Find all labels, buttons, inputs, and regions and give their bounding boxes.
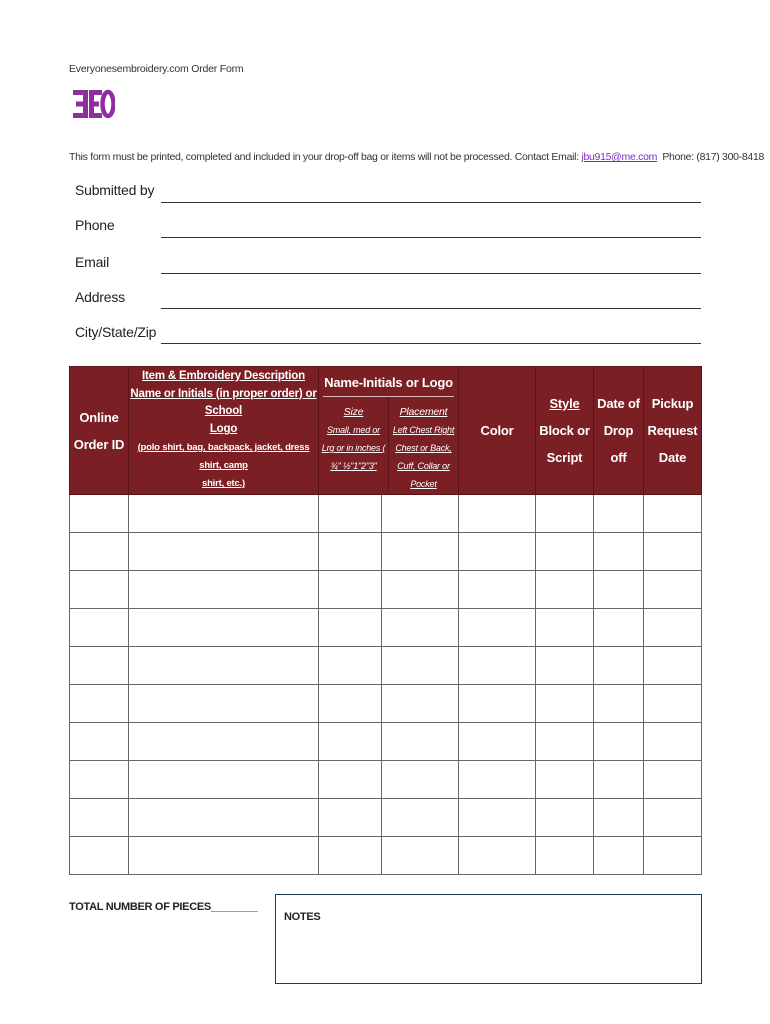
cell-placement[interactable] [382, 609, 459, 647]
cell-pickup[interactable] [644, 533, 702, 571]
notes-label: NOTES [284, 911, 321, 923]
cell-size[interactable] [319, 761, 382, 799]
cell-description[interactable] [129, 685, 319, 723]
instructions-notice [69, 151, 764, 163]
city-state-zip-field[interactable] [161, 343, 701, 344]
cell-pickup[interactable] [644, 799, 702, 837]
table-row [70, 723, 702, 761]
email-field[interactable] [161, 273, 701, 274]
table-row [70, 685, 702, 723]
table-row [70, 799, 702, 837]
cell-size[interactable] [319, 571, 382, 609]
size-line-3: ¾" ½"1"2"3" [330, 461, 377, 471]
cell-drop-off[interactable] [594, 647, 644, 685]
cell-color[interactable] [459, 723, 536, 761]
cell-placement[interactable] [382, 533, 459, 571]
cell-size[interactable] [319, 609, 382, 647]
table-row [70, 495, 702, 533]
cell-placement[interactable] [382, 495, 459, 533]
cell-style[interactable] [536, 571, 594, 609]
cell-order-id[interactable] [70, 647, 129, 685]
cell-placement[interactable] [382, 571, 459, 609]
cell-description[interactable] [129, 571, 319, 609]
city-state-zip-label: City/State/Zip [75, 324, 157, 340]
cell-drop-off[interactable] [594, 533, 644, 571]
cell-order-id[interactable] [70, 837, 129, 875]
order-rows [70, 495, 702, 875]
cell-placement[interactable] [382, 799, 459, 837]
eeo-logo [73, 87, 115, 121]
cell-size[interactable] [319, 533, 382, 571]
style-label-1: Style [549, 396, 580, 411]
desc-line-2: Name or Initials (in proper order) or School [130, 387, 317, 418]
notes-box[interactable] [275, 894, 702, 984]
cell-drop-off[interactable] [594, 571, 644, 609]
cell-drop-off[interactable] [594, 799, 644, 837]
cell-size[interactable] [319, 723, 382, 761]
phone-label: Phone [75, 217, 115, 233]
style-label-2: Block or [539, 423, 590, 438]
cell-size[interactable] [319, 837, 382, 875]
form-title: Everyonesembroidery.com Order Form [69, 63, 244, 75]
cell-size[interactable] [319, 647, 382, 685]
cell-style[interactable] [536, 533, 594, 571]
col-size [319, 397, 389, 493]
cell-color[interactable] [459, 837, 536, 875]
size-line-1: Small, med or [327, 425, 380, 435]
cell-color[interactable] [459, 647, 536, 685]
size-label: Size [343, 406, 364, 418]
phone-field[interactable] [161, 237, 701, 238]
cell-style[interactable] [536, 495, 594, 533]
cell-style[interactable] [536, 761, 594, 799]
col-placement [389, 397, 458, 493]
col-pickup-date [644, 367, 702, 495]
cell-placement[interactable] [382, 685, 459, 723]
col-drop-off-date [594, 367, 644, 495]
cell-style[interactable] [536, 685, 594, 723]
cell-pickup[interactable] [644, 609, 702, 647]
col-color [459, 367, 536, 495]
placement-line-1: Left Chest Right [392, 425, 455, 435]
address-field[interactable] [161, 308, 701, 309]
placement-line-2: Chest or Back, [395, 443, 452, 453]
cell-color[interactable] [459, 761, 536, 799]
cell-pickup[interactable] [644, 685, 702, 723]
drop-label-1: Date of [597, 396, 640, 411]
contact-email-link[interactable]: jbu915@me.com [581, 151, 658, 163]
order-items-table [69, 366, 702, 875]
cell-order-id[interactable] [70, 723, 129, 761]
cell-color[interactable] [459, 495, 536, 533]
cell-style[interactable] [536, 837, 594, 875]
color-label: Color [480, 423, 514, 438]
contact-phone: Phone: (817) 300-8418 [662, 151, 765, 163]
desc-line-5: shirt, etc.) [202, 478, 245, 490]
drop-label-3: off [610, 450, 627, 465]
email-label: Email [75, 254, 110, 270]
cell-color[interactable] [459, 571, 536, 609]
total-pieces-label: TOTAL NUMBER OF PIECES________ [69, 901, 258, 913]
cell-color[interactable] [459, 799, 536, 837]
cell-order-id[interactable] [70, 799, 129, 837]
cell-color[interactable] [459, 533, 536, 571]
cell-description[interactable] [129, 723, 319, 761]
size-line-2: Lrg or in inches ( [321, 443, 386, 453]
cell-style[interactable] [536, 609, 594, 647]
cell-pickup[interactable] [644, 761, 702, 799]
cell-pickup[interactable] [644, 495, 702, 533]
drop-label-2: Drop [603, 423, 634, 438]
cell-style[interactable] [536, 799, 594, 837]
table-row [70, 609, 702, 647]
cell-pickup[interactable] [644, 837, 702, 875]
col-style [536, 367, 594, 495]
cell-placement[interactable] [382, 761, 459, 799]
cell-order-id[interactable] [70, 685, 129, 723]
notice-text: This form must be printed, completed and included in your drop-off bag or items will not be processed. Contact Email: [69, 151, 582, 163]
cell-style[interactable] [536, 647, 594, 685]
style-label-3: Script [546, 450, 583, 465]
cell-description[interactable] [129, 647, 319, 685]
cell-order-id[interactable] [70, 761, 129, 799]
cell-description[interactable] [129, 799, 319, 837]
cell-description[interactable] [129, 495, 319, 533]
cell-size[interactable] [319, 799, 382, 837]
cell-drop-off[interactable] [594, 685, 644, 723]
cell-drop-off[interactable] [594, 761, 644, 799]
placement-line-3: Cuff, Collar or Pocket [397, 461, 450, 489]
cell-size[interactable] [319, 685, 382, 723]
cell-placement[interactable] [382, 723, 459, 761]
cell-description[interactable] [129, 609, 319, 647]
cell-description[interactable] [129, 761, 319, 799]
cell-description[interactable] [129, 837, 319, 875]
pickup-label-3: Date [658, 450, 687, 465]
table-row [70, 761, 702, 799]
name-initials-title: Name-Initials or Logo [323, 368, 454, 397]
address-label: Address [75, 289, 125, 305]
submitted-by-label: Submitted by [75, 182, 155, 198]
cell-drop-off[interactable] [594, 723, 644, 761]
col-online-order-id [70, 367, 129, 495]
cell-color[interactable] [459, 685, 536, 723]
cell-order-id[interactable] [70, 609, 129, 647]
cell-placement[interactable] [382, 647, 459, 685]
cell-drop-off[interactable] [594, 837, 644, 875]
col-online-label-1: Online [79, 409, 119, 425]
desc-line-4: (polo shirt, bag, backpack, jacket, dress shirt, camp [137, 442, 310, 472]
cell-pickup[interactable] [644, 723, 702, 761]
placement-label: Placement [399, 406, 448, 418]
cell-pickup[interactable] [644, 571, 702, 609]
cell-drop-off[interactable] [594, 609, 644, 647]
cell-order-id[interactable] [70, 571, 129, 609]
table-row [70, 837, 702, 875]
col-name-initials-logo [319, 367, 459, 495]
cell-drop-off[interactable] [594, 495, 644, 533]
table-header-row [70, 367, 702, 495]
table-row [70, 647, 702, 685]
col-item-description [129, 367, 319, 495]
cell-description[interactable] [129, 533, 319, 571]
col-online-label-2: Order ID [73, 436, 125, 452]
desc-line-3: Logo [209, 423, 238, 436]
desc-line-1: Item & Embroidery Description [142, 369, 305, 382]
cell-color[interactable] [459, 609, 536, 647]
submitted-by-field[interactable] [161, 202, 701, 203]
cell-order-id[interactable] [70, 533, 129, 571]
cell-style[interactable] [536, 723, 594, 761]
table-row [70, 571, 702, 609]
cell-size[interactable] [319, 495, 382, 533]
cell-order-id[interactable] [70, 495, 129, 533]
cell-placement[interactable] [382, 837, 459, 875]
cell-pickup[interactable] [644, 647, 702, 685]
table-row [70, 533, 702, 571]
pickup-label-1: Pickup [651, 396, 694, 411]
pickup-label-2: Request [647, 423, 698, 438]
